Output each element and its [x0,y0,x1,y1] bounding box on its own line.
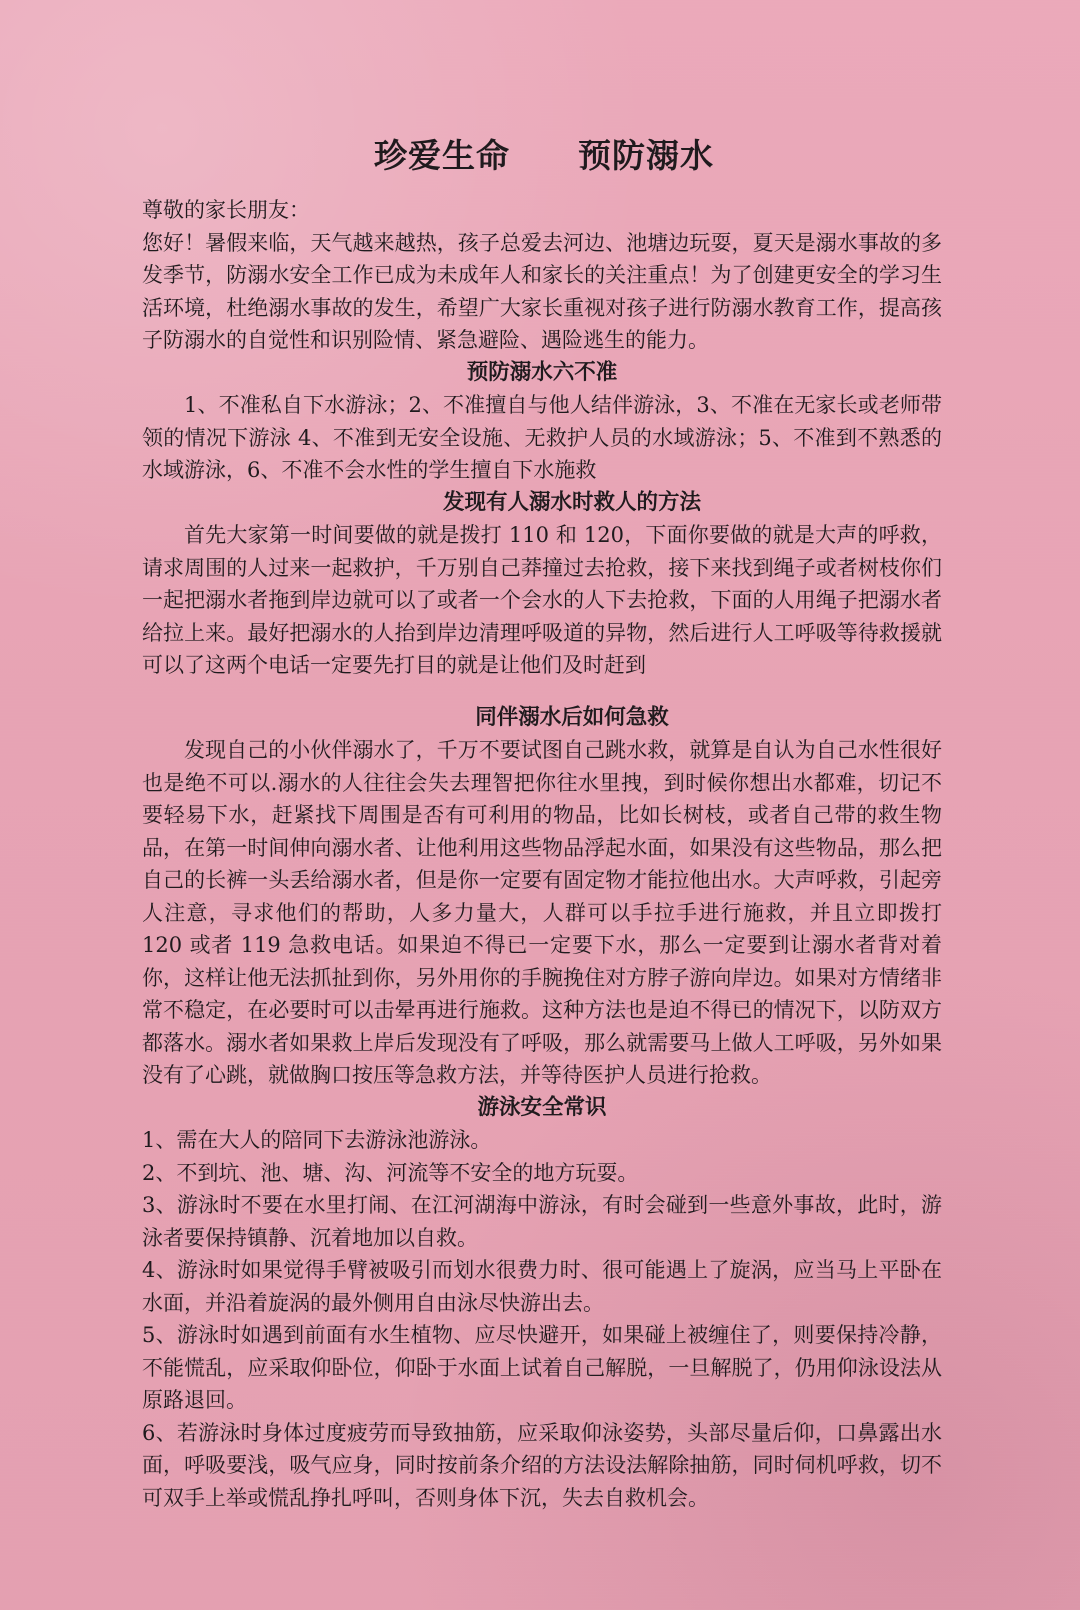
document-title: 珍爱生命 预防溺水 [374,136,714,175]
section-heading-swim-safety: 游泳安全常识 [477,1094,607,1120]
section-gap [142,682,942,702]
document-content [142,194,942,1514]
section-heading-companion-rescue: 同伴溺水后如何急救 [475,704,669,730]
section-heading-rescue-method: 发现有人溺水时救人的方法 [442,489,701,515]
list-item: 6、若游泳时身体过度疲劳而导致抽筋，应采取仰泳姿势，头部尽量后仰，口鼻露出水面，呼吸要浅，吸气应身，同时按前条介绍的方法设法解除抽筋，同时伺机呼救，切不可双手上举或慌乱挣扎呼叫，否则身体下沉，失去自救机会。 [142,1420,942,1510]
list-item: 5、游泳时如遇到前面有水生植物、应尽快避开，如果碰上被缠住了，则要保持冷静，不能慌乱，应采取仰卧位，仰卧于水面上试着自己解脱，一旦解脱了，仍用仰泳设法从原路退回。 [142,1323,942,1412]
companion-rescue-paragraph: 发现自己的小伙伴溺水了，千万不要试图自己跳水救，就算是自认为自己水性很好也是绝不可以.溺水的人往往会失去理智把你往水里拽，到时候你想出水都难，切记不要轻易下水，赶紧找下周围是否有可利用的物品，比如长树枝，或者自己带的救生物品，在第一时间伸向溺水者、让他利用这些物品浮起水面，如果没有这些物品，那么把自己的长裤一头丢给溺水者，但是你一定要有固定物才能拉他出水。大声呼救，引起旁人注意，寻求他们的帮助，人多力量大，人群可以手拉手进行施救，并且立即拨打 120 或者 119 急救电话。如果迫不得已一定要下水，那么一定要到让溺水者背对着你，这样让他无法抓扯到你，另外用你的手腕挽住对方脖子游向岸边。如果对方情绪非常不稳定，在必要时可以击晕再进行施救。这种方法也是迫不得已的情况下，以防双方都落水。溺水者如果救上岸后发现没有了呼吸，那么就需要马上做人工呼吸，另外如果没有了心跳，就做胸口按压等急救方法，并等待医护人员进行抢救。 [142,738,942,1087]
list-item: 1、需在大人的陪同下去游泳池游泳。 [142,1128,492,1152]
list-item: 4、游泳时如果觉得手臂被吸引而划水很费力时、很可能遇上了旋涡，应当马上平卧在水面，并沿着旋涡的最外侧用自由泳尽快游出去。 [142,1258,942,1315]
rescue-method-paragraph: 首先大家第一时间要做的就是拨打 110 和 120，下面你要做的就是大声的呼救，请求周围的人过来一起救护，千万别自己莽撞过去抢救，接下来找到绳子或者树枝你们一起把溺水者拖到岸边就可以了或者一个会水的人下去抢救，下面的人用绳子把溺水者给拉上来。最好把溺水的人抬到岸边清理呼吸道的异物，然后进行人工呼吸等待救援就可以了这两个电话一定要先打目的就是让他们及时赶到 [142,523,942,677]
greeting: 尊敬的家长朋友： [142,198,310,222]
intro-paragraph: 您好！暑假来临，天气越来越热，孩子总爱去河边、池塘边玩耍，夏天是溺水事故的多发季节，防溺水安全工作已成为未成年人和家长的关注重点！为了创建更安全的学习生活环境，杜绝溺水事故的发生，希望广大家长重视对孩子进行防溺水教育工作，提高孩子防溺水的自觉性和识别险情、紧急避险、遇险逃生的能力。 [142,230,942,352]
list-item: 2、不到坑、池、塘、沟、河流等不安全的地方玩耍。 [142,1160,639,1185]
six-rules-paragraph: 1、不准私自下水游泳；2、不准擅自与他人结伴游泳，3、不准在无家长或老师带领的情况下游泳 4、不准到无安全设施、无救护人员的水域游泳；5、不准到不熟悉的水域游泳，6、不准不会水性的学生擅自下水施救 [142,393,942,482]
section-heading-six-rules: 预防溺水六不准 [466,359,618,385]
list-item: 3、游泳时不要在水里打闹、在江河湖海中游泳，有时会碰到一些意外事故，此时，游泳者要保持镇静、沉着地加以自救。 [142,1193,942,1250]
